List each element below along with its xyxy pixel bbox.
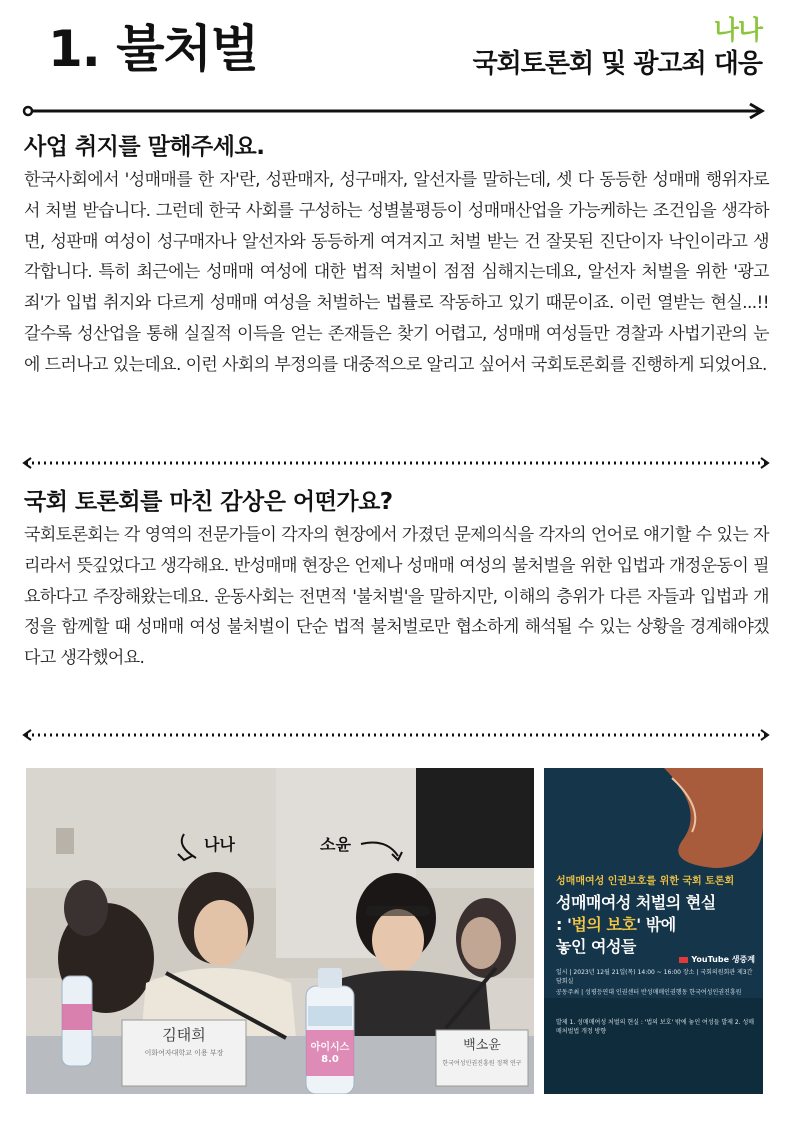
bottle-volume: 8.0 bbox=[321, 1054, 339, 1065]
bottle-label: 아이시스 bbox=[310, 1042, 350, 1053]
nameplate-left: 김태희 bbox=[162, 1026, 206, 1044]
poster-youtube-label: YouTube 생중계 bbox=[691, 955, 755, 964]
section-impression bbox=[24, 483, 769, 674]
header-arrow-divider bbox=[22, 101, 767, 121]
answer-text: 한국사회에서 '성매매를 한 자'란, 성판매자, 성구매자, 알선자를 말하는데, 셋 다 동등한 성매매 행위자로서 처벌 받습니다. 그런데 한국 사회를 구성하는 성별불평등이 성매매산업을 가능케하는 조건임을 생각하면, 성판매 여성이 성구매자나 알선자와 동등하게 여겨지고 처벌 받는 건 잘못된 진단이자 낙인이라고 생각합니다. 특히 최근에는 성매매 여성에 대한 법적 처벌이 점점 심해지는데요, 알선자 처벌을 위한 '광고죄'가 입법 취지와 다르게 성매매 여성을 처벌하는 법률로 작동하고 있기 때문이죠. 이런 열받는 현실...!! 갈수록 성산업을 통해 실질적 이득을 얻는 존재들은 찾기 어렵고, 성매매 여성들만 경찰과 사법기관의 눈에 드러나고 있는데요. 이런 사회의 부정의를 대중적으로 알리고 싶어서 국회토론회를 진행하게 되었어요. bbox=[24, 170, 769, 375]
poster-youtube bbox=[556, 954, 755, 965]
nameplate-left-sub: 이화여자대학교 이용 부장 bbox=[144, 1049, 224, 1057]
header-right bbox=[473, 18, 762, 79]
dotted-divider bbox=[22, 456, 770, 470]
page-subtitle: 국회토론회 및 광고죄 대응 bbox=[472, 49, 762, 79]
page-title: 1. 불처벌 bbox=[48, 20, 259, 78]
poster-title-highlight: 법의 보호 bbox=[571, 915, 637, 934]
poster-title-suffix: ' 밖에 bbox=[636, 915, 676, 934]
poster-title-line2 bbox=[556, 912, 755, 935]
question-heading: 국회 토론회를 마친 감상은 어떤가요? bbox=[24, 489, 393, 515]
poster-title-line1: 성매매여성 처벌의 현실 bbox=[556, 893, 716, 912]
nameplate-right-sub: 한국여성인권진흥원 정책 연구 bbox=[442, 1060, 522, 1067]
youtube-icon bbox=[679, 957, 688, 963]
annotation-nana: 나나 bbox=[204, 835, 235, 854]
poster-title-prefix: : ' bbox=[556, 915, 572, 934]
poster-program: 발제 1. 성매매여성 처벌의 현실 : '법의 보호' 밖에 놓인 여성들 발제 2. 성매매처벌법 개정 방향 bbox=[556, 1019, 755, 1035]
nameplate-right: 백소윤 bbox=[463, 1038, 501, 1053]
poster-title-line3: 놓인 여성들 bbox=[556, 937, 636, 956]
poster-details: 일시 | 2023년 12월 21일(목) 14:00 ~ 16:00 장소 | 국회의원회관 제3간담회실 bbox=[556, 969, 753, 985]
question-heading: 사업 취지를 말해주세요. bbox=[24, 134, 265, 160]
brand-label: 나나 bbox=[713, 16, 762, 46]
forum-photo bbox=[26, 768, 534, 1094]
poster-host: 공동주최 | 성평등연대 인권센터 반성매매인권행동 한국여성인권진흥원 bbox=[556, 989, 742, 996]
section-purpose bbox=[24, 128, 769, 381]
poster-kicker: 성매매여성 인권보호를 위한 국회 토론회 bbox=[556, 876, 735, 887]
answer-text: 국회토론회는 각 영역의 전문가들이 각자의 현장에서 가졌던 문제의식을 각자의 언어로 얘기할 수 있는 자리라서 뜻깊었다고 생각해요. 반성매매 현장은 언제나 성매매 여성의 불처벌을 위한 입법과 개정운동이 필요하다고 주장해왔는데요. 운동사회는 전면적 '불처벌'을 말하지만, 이해의 층위가 다른 자들과 입법과 개정을 함께할 때 성매매 여성 불처벌이 단순 법적 불처벌로만 협소하게 해석될 수 있는 상황을 경계해야겠다고 생각했어요. bbox=[24, 525, 769, 669]
forum-poster bbox=[544, 768, 763, 1094]
dotted-divider bbox=[22, 728, 770, 742]
annotation-soyun: 소윤 bbox=[320, 835, 351, 854]
